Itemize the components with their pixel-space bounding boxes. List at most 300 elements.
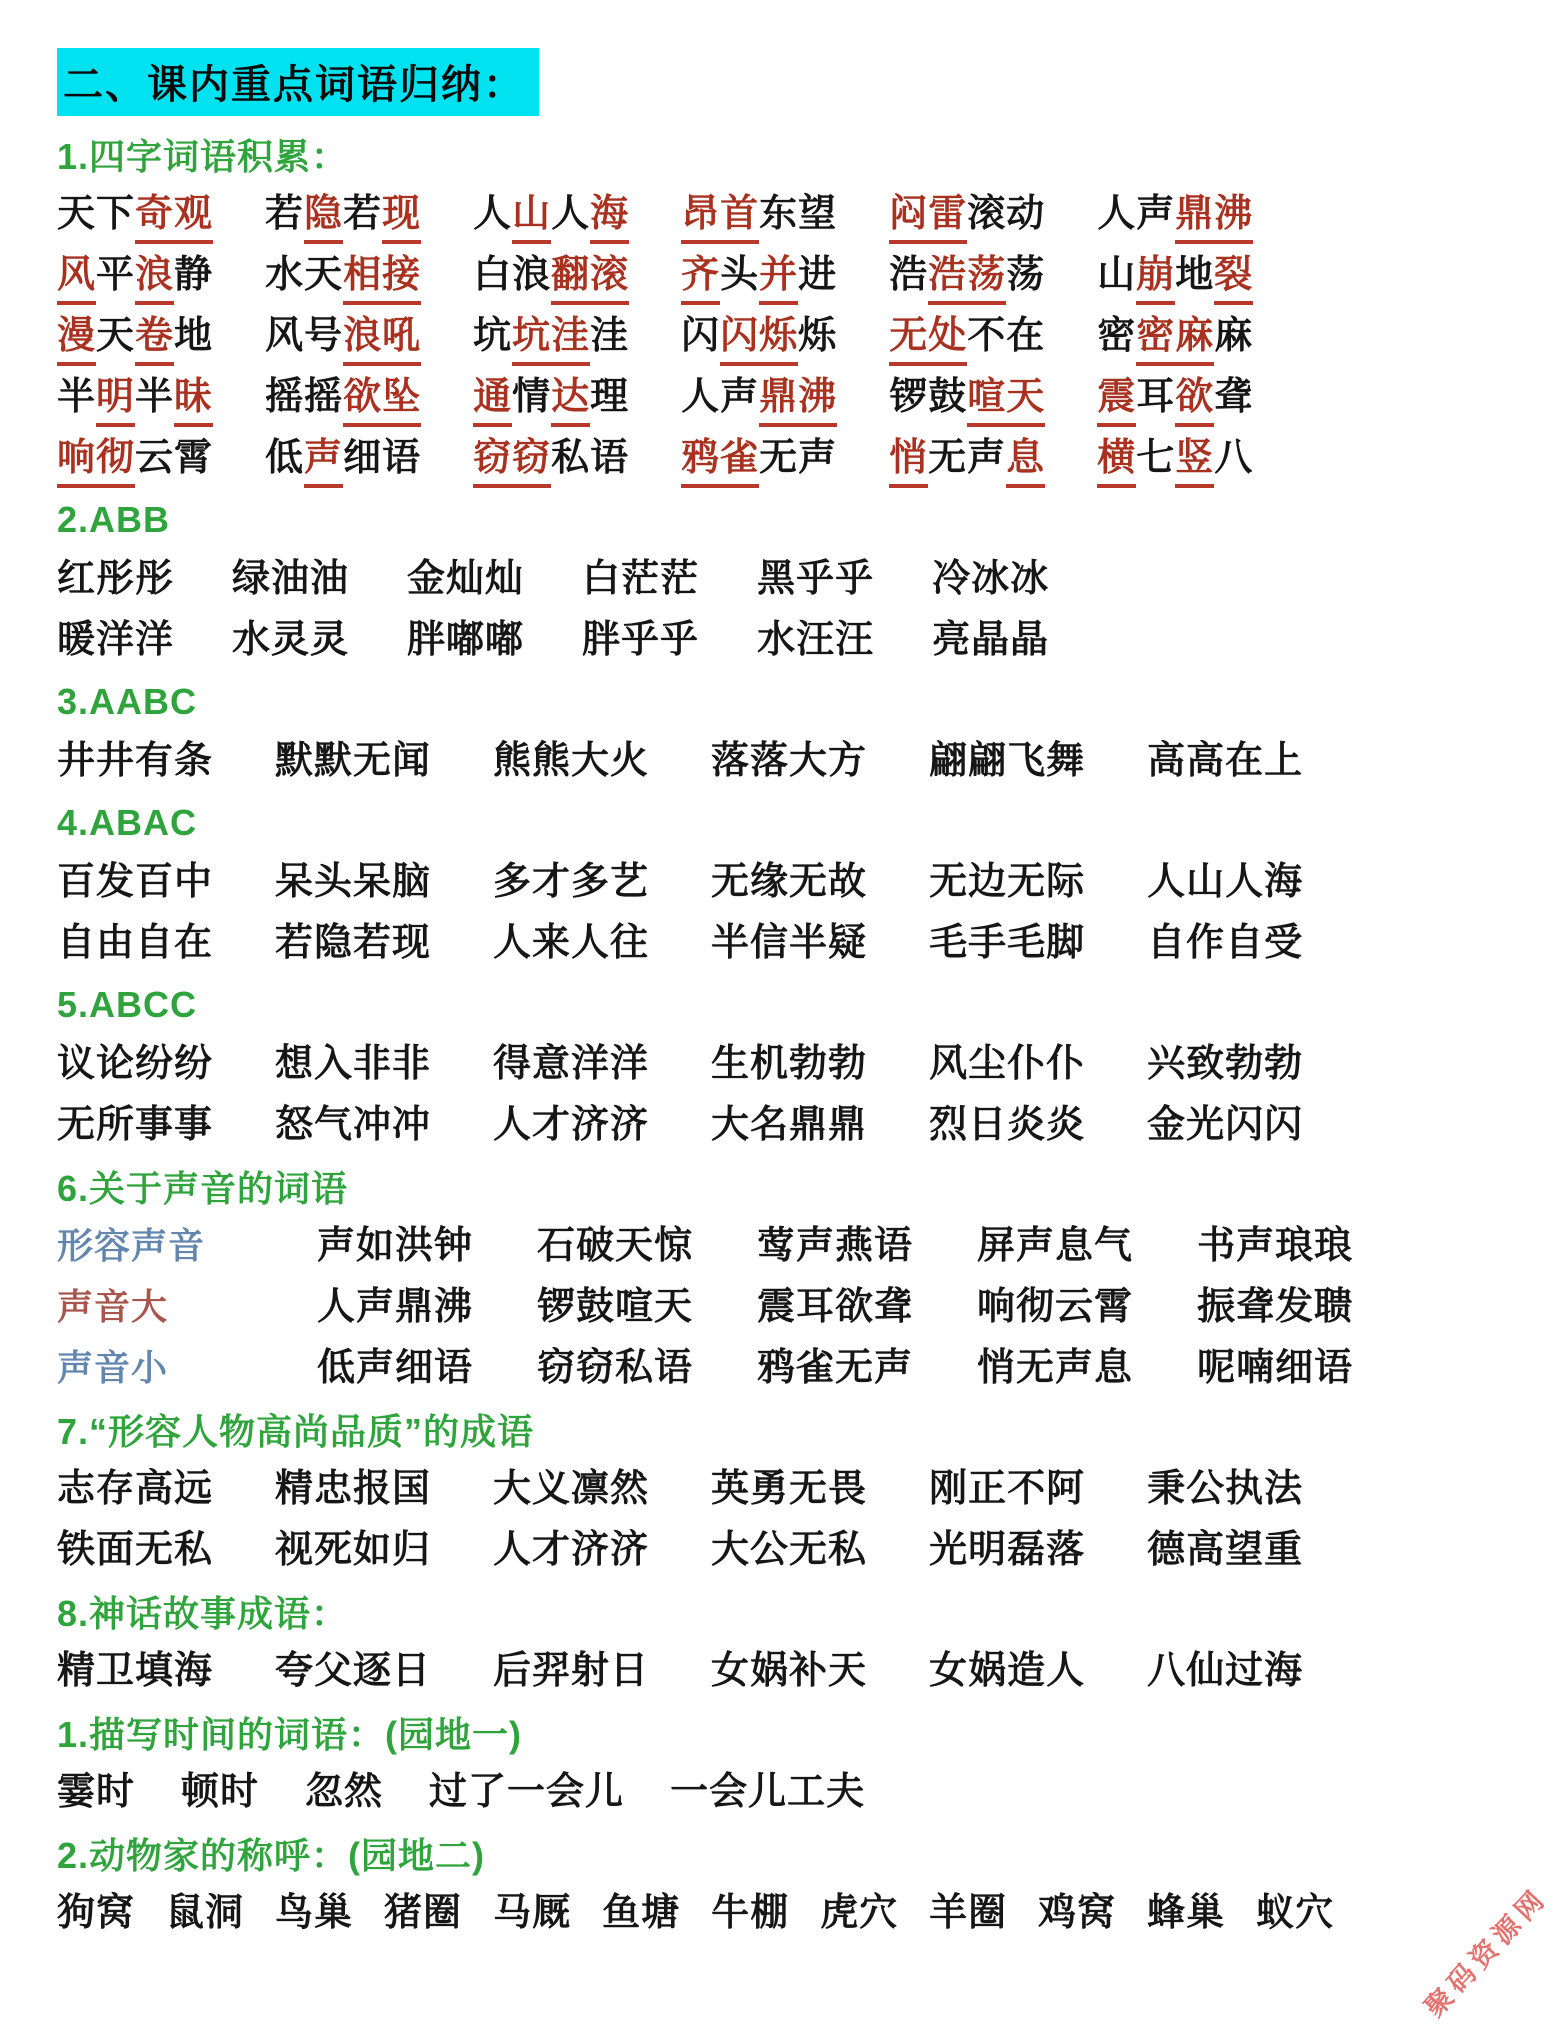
- word: [582, 557, 700, 600]
- plain-characters: 震耳欲聋: [757, 1285, 914, 1328]
- word-row: [57, 1276, 1521, 1337]
- plain-characters: 冷冰冰: [932, 557, 1050, 600]
- plain-characters: 女娲造人: [929, 1649, 1086, 1692]
- word: [57, 618, 175, 661]
- highlighted-characters: 崩: [1136, 254, 1175, 305]
- word-row: [57, 1033, 1521, 1094]
- word: [473, 436, 630, 479]
- plain-characters: 浩: [889, 253, 929, 296]
- plain-characters: 情: [512, 375, 552, 418]
- plain-characters: 顿时: [181, 1770, 260, 1813]
- word: [407, 618, 525, 661]
- word: [275, 1649, 432, 1692]
- word: [711, 1649, 868, 1692]
- word: [275, 1467, 432, 1510]
- word-row: [57, 1519, 1521, 1580]
- plain-characters: 蚁穴: [1256, 1891, 1335, 1934]
- word-row: [57, 1882, 1521, 1943]
- section-heading: 2.动物家的称呼：(园地二): [57, 1835, 486, 1876]
- plain-characters: 无所事事: [57, 1103, 214, 1146]
- word: [275, 921, 432, 964]
- plain-characters: 七: [1136, 436, 1176, 479]
- plain-characters: 人来人往: [493, 921, 650, 964]
- word: [537, 1285, 694, 1328]
- plain-characters: 百发百中: [57, 860, 214, 903]
- word-row: [57, 183, 1521, 244]
- word: [57, 1467, 214, 1510]
- highlighted-characters: 悄: [889, 437, 928, 488]
- word: [473, 253, 630, 296]
- plain-characters: 低声细语: [317, 1346, 474, 1389]
- word: [265, 192, 422, 235]
- word-row: [57, 1215, 1521, 1276]
- word: [929, 1891, 1008, 1934]
- word: [493, 1891, 572, 1934]
- plain-characters: 悄无声息: [977, 1346, 1134, 1389]
- plain-characters: 鱼塘: [602, 1891, 681, 1934]
- word: [1147, 1891, 1226, 1934]
- word: [265, 436, 422, 479]
- plain-characters: 志存高远: [57, 1467, 214, 1510]
- word-row: [57, 609, 1521, 670]
- word: [275, 1528, 432, 1571]
- word: [1197, 1285, 1354, 1328]
- plain-characters: 精卫填海: [57, 1649, 214, 1692]
- section-heading: 5.ABCC: [57, 983, 198, 1025]
- plain-characters: 生机勃勃: [711, 1042, 868, 1085]
- word: [711, 1528, 868, 1571]
- word: [1147, 1649, 1304, 1692]
- highlighted-characters: 坑洼: [512, 315, 590, 366]
- word: [889, 375, 1046, 418]
- word: [929, 860, 1086, 903]
- plain-characters: 秉公执法: [1147, 1467, 1304, 1510]
- word: [317, 1285, 474, 1328]
- plain-characters: 闪: [681, 314, 721, 357]
- word: [407, 557, 525, 600]
- row-label: 形容声音: [57, 1224, 206, 1266]
- word-row: [57, 1761, 1521, 1822]
- plain-characters: 摇摇: [265, 375, 344, 418]
- plain-characters: 烁: [798, 314, 838, 357]
- plain-characters: 黑乎乎: [757, 557, 875, 600]
- word: [711, 739, 868, 782]
- highlighted-characters: 海: [590, 193, 629, 244]
- plain-characters: 东望: [759, 192, 838, 235]
- word: [820, 1891, 899, 1934]
- word-row: [57, 1337, 1521, 1398]
- plain-characters: 石破天惊: [537, 1224, 694, 1267]
- highlighted-characters: 翻滚: [551, 254, 629, 305]
- highlighted-characters: 竖: [1175, 437, 1214, 488]
- highlighted-characters: 无处: [889, 315, 967, 366]
- plain-characters: 风尘仆仆: [929, 1042, 1086, 1085]
- word-row: [57, 548, 1521, 609]
- plain-characters: 人声: [681, 375, 760, 418]
- word: [57, 860, 214, 903]
- plain-characters: 半: [135, 375, 175, 418]
- plain-characters: 夸父逐日: [275, 1649, 432, 1692]
- word: [929, 1467, 1086, 1510]
- word: [384, 1891, 463, 1934]
- plain-characters: 精忠报国: [275, 1467, 432, 1510]
- word-row: [57, 912, 1521, 973]
- plain-characters: 马厩: [493, 1891, 572, 1934]
- highlighted-characters: 鼎沸: [759, 376, 837, 427]
- plain-characters: 不在: [967, 314, 1046, 357]
- plain-characters: 兴致勃勃: [1147, 1042, 1304, 1085]
- plain-characters: 天: [96, 314, 136, 357]
- plain-characters: 毛手毛脚: [929, 921, 1086, 964]
- plain-characters: 若: [343, 192, 383, 235]
- highlighted-characters: 昧: [174, 376, 213, 427]
- highlighted-characters: 息: [1006, 437, 1045, 488]
- word: [275, 1891, 354, 1934]
- plain-characters: 亮晶晶: [932, 618, 1050, 661]
- word: [757, 1346, 914, 1389]
- plain-characters: 响彻云霄: [977, 1285, 1134, 1328]
- highlighted-characters: 昂首: [681, 193, 759, 244]
- word-row: [57, 1458, 1521, 1519]
- word-row: [57, 427, 1521, 488]
- highlighted-characters: 声: [304, 437, 343, 488]
- word: [1097, 192, 1254, 235]
- word: [1147, 1528, 1304, 1571]
- word: [275, 1042, 432, 1085]
- highlighted-characters: 鸦雀: [681, 437, 759, 488]
- highlighted-characters: 窃窃: [473, 437, 551, 488]
- highlighted-characters: 现: [382, 193, 421, 244]
- plain-characters: 蜂巢: [1147, 1891, 1226, 1934]
- plain-characters: 天下: [57, 192, 136, 235]
- plain-characters: 大公无私: [711, 1528, 868, 1571]
- word: [711, 1103, 868, 1146]
- word: [1147, 1467, 1304, 1510]
- word: [57, 1042, 214, 1085]
- plain-characters: 八: [1214, 436, 1254, 479]
- word: [1097, 436, 1254, 479]
- word: [929, 1103, 1086, 1146]
- word: [275, 739, 432, 782]
- word: [181, 1770, 260, 1813]
- row-label: 声音大: [57, 1285, 169, 1327]
- word: [265, 375, 422, 418]
- word: [232, 618, 350, 661]
- section-heading: 2.ABB: [57, 498, 171, 540]
- word: [57, 739, 214, 782]
- highlighted-characters: 相接: [343, 254, 421, 305]
- plain-characters: 德高望重: [1147, 1528, 1304, 1571]
- plain-characters: 呆头呆脑: [275, 860, 432, 903]
- plain-characters: 无声: [759, 436, 838, 479]
- plain-characters: 鸟巢: [275, 1891, 354, 1934]
- word: [681, 436, 838, 479]
- word: [232, 557, 350, 600]
- plain-characters: 暖洋洋: [57, 618, 175, 661]
- word: [166, 1891, 245, 1934]
- plain-characters: 大名鼎鼎: [711, 1103, 868, 1146]
- word-row: [57, 1094, 1521, 1155]
- highlighted-characters: 喧天: [967, 376, 1045, 427]
- plain-characters: 视死如归: [275, 1528, 432, 1571]
- word: [57, 921, 214, 964]
- word: [889, 436, 1046, 479]
- word-row: [57, 366, 1521, 427]
- word: [670, 1770, 866, 1813]
- plain-characters: 耳: [1136, 375, 1176, 418]
- word: [932, 557, 1050, 600]
- word: [977, 1285, 1134, 1328]
- plain-characters: 半: [57, 375, 97, 418]
- plain-characters: 窃窃私语: [537, 1346, 694, 1389]
- word: [977, 1224, 1134, 1267]
- word: [537, 1224, 694, 1267]
- plain-characters: 多才多艺: [493, 860, 650, 903]
- word: [473, 314, 630, 357]
- word: [977, 1346, 1134, 1389]
- plain-characters: 刚正不阿: [929, 1467, 1086, 1510]
- word: [493, 739, 650, 782]
- plain-characters: 默默无闻: [275, 739, 432, 782]
- highlighted-characters: 裂: [1214, 254, 1253, 305]
- word: [757, 557, 875, 600]
- plain-characters: 人声: [1097, 192, 1176, 235]
- word: [1147, 921, 1304, 964]
- plain-characters: 人: [473, 192, 513, 235]
- plain-characters: 英勇无畏: [711, 1467, 868, 1510]
- word: [929, 1042, 1086, 1085]
- highlighted-characters: 隐: [304, 193, 343, 244]
- plain-characters: 密: [1097, 314, 1137, 357]
- word: [711, 1891, 790, 1934]
- plain-characters: 云霄: [135, 436, 214, 479]
- word: [57, 1770, 136, 1813]
- plain-characters: 鼠洞: [166, 1891, 245, 1934]
- plain-characters: 一会儿工夫: [670, 1770, 866, 1813]
- plain-characters: 荡: [1006, 253, 1046, 296]
- word: [265, 314, 422, 357]
- plain-characters: 呢喃细语: [1197, 1346, 1354, 1389]
- plain-characters: 锣鼓喧天: [537, 1285, 694, 1328]
- word: [275, 1103, 432, 1146]
- plain-characters: 地: [1175, 253, 1215, 296]
- plain-characters: 翩翩飞舞: [929, 739, 1086, 782]
- word: [429, 1770, 625, 1813]
- word: [1097, 253, 1254, 296]
- highlighted-characters: 明: [96, 376, 135, 427]
- word: [681, 253, 838, 296]
- section-heading: 7.“形容人物高尚品质”的成语: [57, 1411, 535, 1452]
- highlighted-characters: 闷雷: [889, 193, 967, 244]
- highlighted-characters: 欲: [1175, 376, 1214, 427]
- word: [681, 314, 838, 357]
- plain-characters: 风号: [265, 314, 344, 357]
- word: [929, 1528, 1086, 1571]
- word: [889, 253, 1046, 296]
- highlighted-characters: 浪吼: [343, 315, 421, 366]
- plain-characters: 羊圈: [929, 1891, 1008, 1934]
- section-heading: 1.四字词语积累：: [57, 136, 349, 177]
- word: [1147, 1103, 1304, 1146]
- section-heading: 3.AABC: [57, 680, 198, 722]
- word: [493, 1467, 650, 1510]
- highlighted-characters: 通: [473, 376, 512, 427]
- plain-characters: 八仙过海: [1147, 1649, 1304, 1692]
- word: [582, 618, 700, 661]
- highlighted-characters: 齐: [681, 254, 720, 305]
- plain-characters: 狗窝: [57, 1891, 136, 1934]
- word: [1147, 739, 1304, 782]
- plain-characters: 振聋发聩: [1197, 1285, 1354, 1328]
- word-row: [57, 730, 1521, 791]
- plain-characters: 自由自在: [57, 921, 214, 964]
- plain-characters: 铁面无私: [57, 1528, 214, 1571]
- plain-characters: 后羿射日: [493, 1649, 650, 1692]
- word: [929, 1649, 1086, 1692]
- word: [493, 1649, 650, 1692]
- plain-characters: 平: [96, 253, 136, 296]
- word: [889, 314, 1046, 357]
- section-heading: 6.关于声音的词语: [57, 1168, 349, 1209]
- plain-characters: 人声鼎沸: [317, 1285, 474, 1328]
- highlighted-characters: 响彻: [57, 437, 135, 488]
- plain-characters: 金光闪闪: [1147, 1103, 1304, 1146]
- plain-characters: 理: [590, 375, 630, 418]
- plain-characters: 猪圈: [384, 1891, 463, 1934]
- word: [889, 192, 1046, 235]
- word: [473, 375, 630, 418]
- page-title: 二、课内重点词语归纳：: [57, 48, 539, 116]
- word: [711, 1467, 868, 1510]
- plain-characters: 若隐若现: [275, 921, 432, 964]
- section-heading: 8.神话故事成语：: [57, 1593, 349, 1634]
- plain-characters: 莺声燕语: [757, 1224, 914, 1267]
- plain-characters: 胖乎乎: [582, 618, 700, 661]
- plain-characters: 自作自受: [1147, 921, 1304, 964]
- row-label: 声音小: [57, 1346, 169, 1388]
- highlighted-characters: 山: [512, 193, 551, 244]
- plain-characters: 细语: [343, 436, 422, 479]
- word: [57, 253, 214, 296]
- word: [1147, 860, 1304, 903]
- plain-characters: 想入非非: [275, 1042, 432, 1085]
- plain-characters: 绿油油: [232, 557, 350, 600]
- word: [57, 192, 214, 235]
- plain-characters: 过了一会儿: [429, 1770, 625, 1813]
- highlighted-characters: 并: [759, 254, 798, 305]
- highlighted-characters: 卷: [135, 315, 174, 366]
- word: [57, 1528, 214, 1571]
- plain-characters: 书声琅琅: [1197, 1224, 1354, 1267]
- word: [493, 860, 650, 903]
- plain-characters: 熊熊大火: [493, 739, 650, 782]
- plain-characters: 头: [720, 253, 760, 296]
- plain-characters: 红彤彤: [57, 557, 175, 600]
- highlighted-characters: 鼎沸: [1175, 193, 1253, 244]
- word-row: [57, 244, 1521, 305]
- highlighted-characters: 奇观: [135, 193, 213, 244]
- plain-characters: 议论纷纷: [57, 1042, 214, 1085]
- word: [929, 739, 1086, 782]
- plain-characters: 无声: [928, 436, 1007, 479]
- word: [537, 1346, 694, 1389]
- word: [711, 1042, 868, 1085]
- word-row: [57, 1640, 1521, 1701]
- plain-characters: 人才济济: [493, 1103, 650, 1146]
- word: [711, 921, 868, 964]
- highlighted-characters: 浪: [135, 254, 174, 305]
- plain-characters: 落落大方: [711, 739, 868, 782]
- plain-characters: 光明磊落: [929, 1528, 1086, 1571]
- word: [1097, 314, 1254, 357]
- plain-characters: 大义凛然: [493, 1467, 650, 1510]
- plain-characters: 忽然: [305, 1770, 384, 1813]
- plain-characters: 女娲补天: [711, 1649, 868, 1692]
- highlighted-characters: 漫: [57, 315, 96, 366]
- watermark: 聚码资源网: [1419, 1881, 1554, 2023]
- word: [493, 1103, 650, 1146]
- plain-characters: 若: [265, 192, 305, 235]
- word: [1097, 375, 1254, 418]
- plain-characters: 锣鼓: [889, 375, 968, 418]
- word: [305, 1770, 384, 1813]
- word: [929, 921, 1086, 964]
- plain-characters: 烈日炎炎: [929, 1103, 1086, 1146]
- word: [757, 618, 875, 661]
- plain-characters: 私语: [551, 436, 630, 479]
- plain-characters: 无边无际: [929, 860, 1086, 903]
- section-heading: 1.描写时间的词语：(园地一): [57, 1714, 523, 1755]
- plain-characters: 鸦雀无声: [757, 1346, 914, 1389]
- highlighted-characters: 浩荡: [928, 254, 1006, 305]
- word: [473, 192, 630, 235]
- plain-characters: 聋: [1214, 375, 1254, 418]
- word: [57, 1103, 214, 1146]
- highlighted-characters: 达: [551, 376, 590, 427]
- word: [1256, 1891, 1335, 1934]
- plain-characters: 水灵灵: [232, 618, 350, 661]
- plain-characters: 井井有条: [57, 739, 214, 782]
- plain-characters: 怒气冲冲: [275, 1103, 432, 1146]
- word: [493, 1528, 650, 1571]
- plain-characters: 鸡窝: [1038, 1891, 1117, 1934]
- plain-characters: 无缘无故: [711, 860, 868, 903]
- word: [757, 1285, 914, 1328]
- plain-characters: 金灿灿: [407, 557, 525, 600]
- word: [57, 436, 214, 479]
- plain-characters: 水汪汪: [757, 618, 875, 661]
- plain-characters: 地: [174, 314, 214, 357]
- word: [57, 314, 214, 357]
- word: [317, 1346, 474, 1389]
- plain-characters: 屏声息气: [977, 1224, 1134, 1267]
- word: [57, 375, 214, 418]
- word: [711, 860, 868, 903]
- plain-characters: 虎穴: [820, 1891, 899, 1934]
- word: [757, 1224, 914, 1267]
- plain-characters: 得意洋洋: [493, 1042, 650, 1085]
- plain-characters: 山: [1097, 253, 1137, 296]
- word: [1038, 1891, 1117, 1934]
- plain-characters: 人: [551, 192, 591, 235]
- highlighted-characters: 风: [57, 254, 96, 305]
- plain-characters: 高高在上: [1147, 739, 1304, 782]
- plain-characters: 坑: [473, 314, 513, 357]
- word: [275, 860, 432, 903]
- highlighted-characters: 震: [1097, 376, 1136, 427]
- word: [1197, 1346, 1354, 1389]
- title-row: [57, 48, 1521, 116]
